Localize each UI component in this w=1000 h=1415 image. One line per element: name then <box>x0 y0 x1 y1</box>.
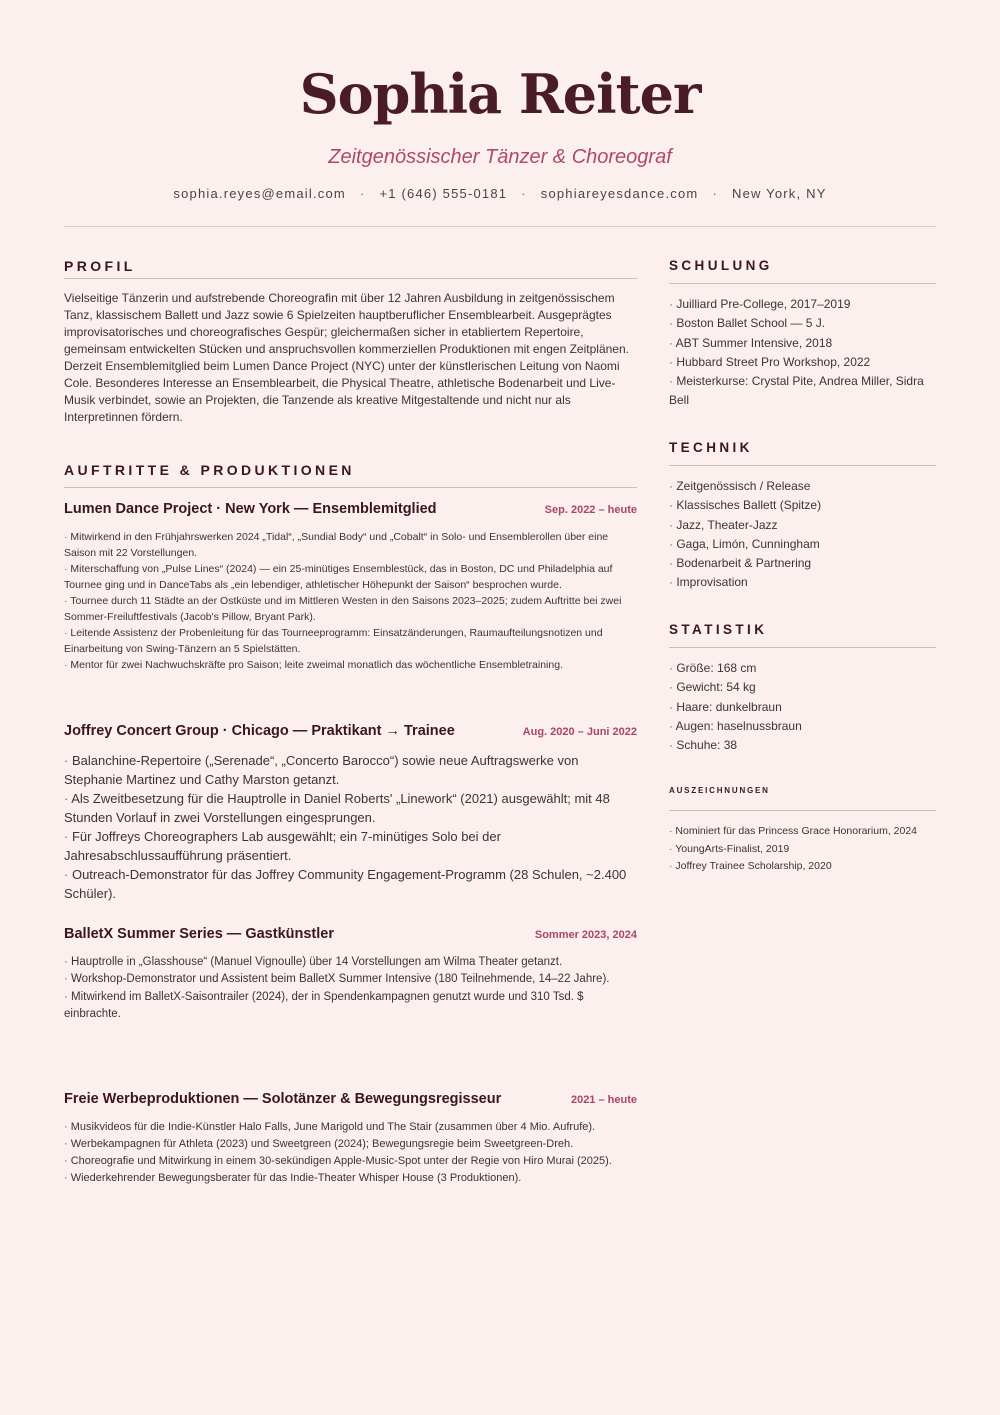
profile-rule <box>64 278 637 279</box>
list-item: · Choreografie und Mitwirkung in einem 30-sekündigen Apple-Music-Spot unter der Regie von Hiro Murai (2025). <box>64 1153 639 1170</box>
job-date: Aug. 2020 – Juni 2022 <box>522 726 637 738</box>
list-item: · Mentor für zwei Nachwuchskräfte pro Saison; leite zweimal monatlich das wöchentliche Ensembletraining. <box>64 657 639 673</box>
list-item: · Zeitgenössisch / Release <box>669 477 937 496</box>
list-item: · Nominiert für das Princess Grace Honorarium, 2024 <box>669 823 937 841</box>
performances-rule <box>64 487 637 488</box>
job-header-joffrey <box>64 723 637 739</box>
awards-heading: AUSZEICHNUNGEN <box>669 786 770 795</box>
contact-location: New York, NY <box>731 186 827 201</box>
technique-list <box>669 477 937 593</box>
job-title: Freie Werbeproduktionen — Solotänzer & Bewegungsregisseur <box>64 1091 502 1107</box>
stats-heading: STATISTIK <box>669 622 768 637</box>
list-item: · Miterschaffung von „Pulse Lines“ (2024) — ein 25-minütiges Ensemblestück, das in Boston, DC und Philadelphia auf Tournee ging und in DanceTabs als „ein lebendiger, athletischer Höhepunkt der Saison“ besprochen wurde. <box>64 561 639 593</box>
contact-website[interactable]: sophiareyesdance.com <box>540 186 699 201</box>
list-item: · Gewicht: 54 kg <box>669 678 937 697</box>
training-heading: SCHULUNG <box>669 258 773 273</box>
header-divider <box>64 226 936 227</box>
list-item: · Für Joffreys Choreographers Lab ausgewählt; ein 7-minütiges Solo bei der Jahresabschlussaufführung präsentiert. <box>64 827 639 865</box>
training-list <box>669 295 937 411</box>
contact-line <box>0 186 1000 201</box>
job-bullets-lumen <box>64 529 639 673</box>
contact-separator: · <box>359 186 366 201</box>
contact-separator: · <box>712 186 718 201</box>
candidate-title: Zeitgenössischer Tänzer & Choreograf <box>328 146 672 168</box>
stats-rule <box>669 647 936 648</box>
job-title: Lumen Dance Project · New York — Ensemblemitglied <box>64 501 437 517</box>
list-item: · Gaga, Limón, Cunningham <box>669 535 937 554</box>
contact-email[interactable]: sophia.reyes@email.com <box>173 186 346 201</box>
list-item: · YoungArts-Finalist, 2019 <box>669 841 937 859</box>
performances-heading: AUFTRITTE & PRODUKTIONEN <box>64 462 355 478</box>
technique-heading: TECHNIK <box>669 440 753 455</box>
job-header-lumen <box>64 501 637 517</box>
stats-list <box>669 659 937 755</box>
list-item: · Improvisation <box>669 573 937 592</box>
list-item: · Bodenarbeit & Partnering <box>669 554 937 573</box>
list-item: · Juilliard Pre-College, 2017–2019 <box>669 295 937 314</box>
list-item: · Werbekampagnen für Athleta (2023) und Sweetgreen (2024); Bewegungsregie beim Sweetgreen-Dreh. <box>64 1136 639 1153</box>
job-title: BalletX Summer Series — Gastkünstler <box>64 926 334 942</box>
list-item: · Meisterkurse: Crystal Pite, Andrea Miller, Sidra Bell <box>669 372 937 411</box>
technique-rule <box>669 465 936 466</box>
list-item: · Haare: dunkelbraun <box>669 698 937 717</box>
job-bullets-joffrey <box>64 751 639 903</box>
list-item: · Hubbard Street Pro Workshop, 2022 <box>669 353 937 372</box>
list-item: · Musikvideos für die Indie-Künstler Halo Falls, June Marigold und The Stair (zusammen über 4 Mio. Aufrufe). <box>64 1119 639 1136</box>
job-date: Sommer 2023, 2024 <box>534 929 637 941</box>
contact-phone[interactable]: +1 (646) 555-0181 <box>379 186 508 201</box>
list-item: · Leitende Assistenz der Probenleitung für das Tourneeprogramm: Einsatzänderungen, Raumaufteilungsnotizen und Einarbeitung von Swing-Tänzern an 5 Spielstätten. <box>64 625 639 657</box>
list-item: · Jazz, Theater-Jazz <box>669 516 937 535</box>
list-item: · Wiederkehrender Bewegungsberater für das Indie-Theater Whisper House (3 Produktionen). <box>64 1170 639 1187</box>
list-item: · Hauptrolle in „Glasshouse“ (Manuel Vignoulle) über 14 Vorstellungen am Wilma Theater getanzt. <box>64 954 639 971</box>
job-date: Sep. 2022 – heute <box>544 504 637 516</box>
list-item: · Joffrey Trainee Scholarship, 2020 <box>669 858 937 876</box>
list-item: · Schuhe: 38 <box>669 736 937 755</box>
list-item: · Boston Ballet School — 5 J. <box>669 314 937 333</box>
list-item: · Balanchine-Repertoire („Serenade“, „Concerto Barocco“) sowie neue Auftragswerke von Stephanie Martinez und Cathy Marston getanzt. <box>64 751 639 789</box>
training-rule <box>669 283 936 284</box>
list-item: · Augen: haselnussbraun <box>669 717 937 736</box>
list-item: · Mitwirkend im BalletX-Saisontrailer (2024), der in Spendenkampagnen genutzt wurde und 310 Tsd. $ einbrachte. <box>64 989 639 1024</box>
list-item: · ABT Summer Intensive, 2018 <box>669 334 937 353</box>
candidate-name: Sophia Reiter <box>299 62 701 126</box>
job-title: Joffrey Concert Group · Chicago — Praktikant → Trainee <box>64 723 455 739</box>
list-item: · Tournee durch 11 Städte an der Ostküste und im Mittleren Westen in den Saisons 2023–2025; zudem Auftritte bei zwei Sommer-Freiluftfestivals (Jacob's Pillow, Bryant Park). <box>64 593 639 625</box>
list-item: · Mitwirkend in den Frühjahrswerken 2024 „Tidal“, „Sundial Body“ und „Cobalt“ in Solo- und Ensemblerollen über eine Saison mit 22 Vorstellungen. <box>64 529 639 561</box>
profile-heading: PROFIL <box>64 258 136 274</box>
job-bullets-freelance <box>64 1119 639 1187</box>
job-header-freelance <box>64 1091 637 1107</box>
awards-list <box>669 823 937 876</box>
list-item: · Als Zweitbesetzung für die Hauptrolle in Daniel Roberts' „Linework“ (2021) ausgewählt; mit 48 Stunden Vorlauf in zwei Vorstellungen eingesprungen. <box>64 789 639 827</box>
awards-rule <box>669 810 936 811</box>
list-item: · Größe: 168 cm <box>669 659 937 678</box>
contact-separator: · <box>521 186 527 201</box>
job-header-balletx <box>64 926 637 942</box>
list-item: · Workshop-Demonstrator und Assistent beim BalletX Summer Intensive (180 Teilnehmende, 14–22 Jahre). <box>64 971 639 988</box>
job-bullets-balletx <box>64 954 639 1024</box>
list-item: · Outreach-Demonstrator für das Joffrey Community Engagement-Programm (28 Schulen, ~2.400 Schüler). <box>64 865 639 903</box>
list-item: · Klassisches Ballett (Spitze) <box>669 496 937 515</box>
profile-text: Vielseitige Tänzerin und aufstrebende Choreografin mit über 12 Jahren Ausbildung in zeitgenössischem Tanz, klassischem Ballett und Jazz sowie 6 Spielzeiten hauptberuflicher Ensemblearbeit. Ausgeprägtes improvisatorisches und choreografisches Gespür; gleichermaßen sicher in etabliertem Repertoire, gemeinsam entwickelten Stücken und anspruchsvollen kommerziellen Produktionen mit engen Zeitplänen. Derzeit Ensemblemitglied beim Lumen Dance Project (NYC) unter der künstlerischen Leitung von Naomi Cole. Besonderes Interesse an Ensemblearbeit, die Physical Theatre, athletische Bodenarbeit und Live-Musik verbindet, sowie an Projekten, die Tanzende als kreative Mitgestaltende und nicht nur als Interpretinnen fördern. <box>64 291 629 424</box>
job-date: 2021 – heute <box>570 1094 637 1106</box>
